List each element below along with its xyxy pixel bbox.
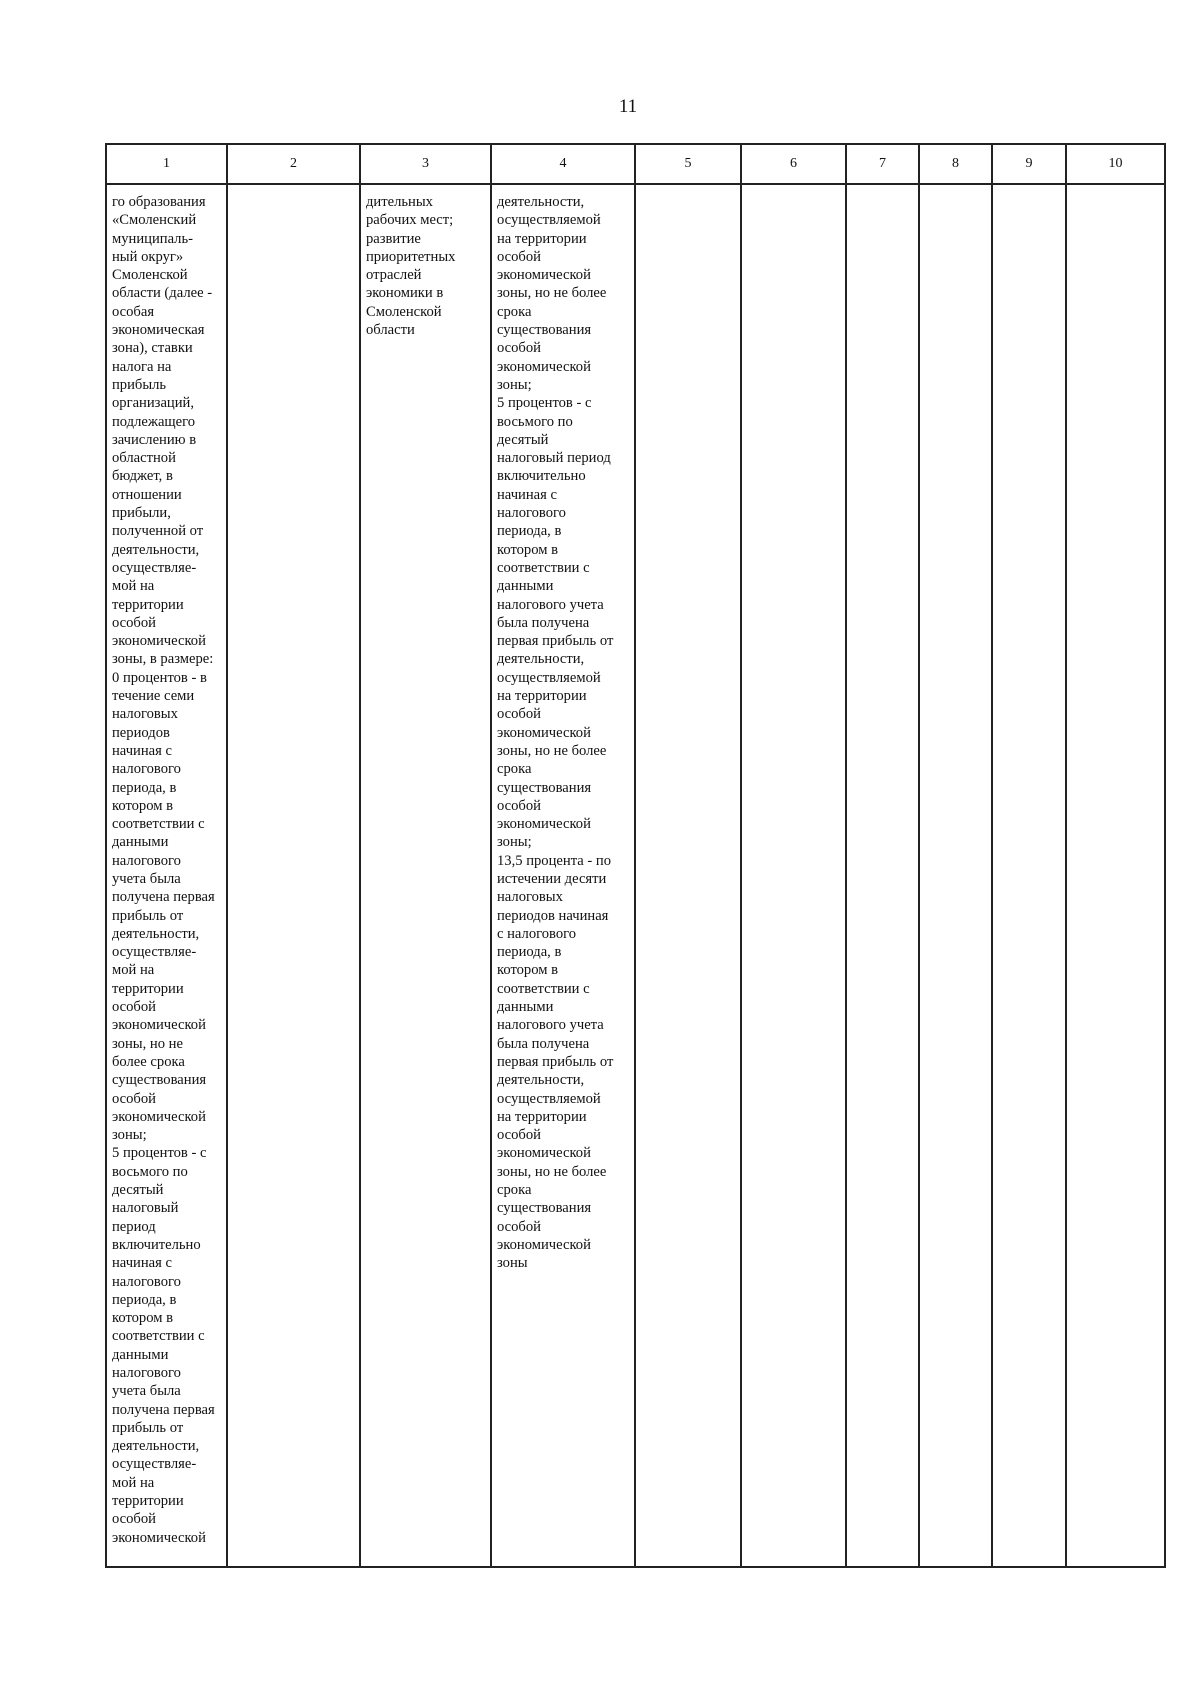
- column-header-4: 4: [491, 144, 635, 184]
- cell-col-3: дительных рабочих мест; развитие приоритетных отраслей экономики в Смоленской области: [360, 184, 491, 1567]
- cell-col-6: [741, 184, 846, 1567]
- cell-col-8: [919, 184, 992, 1567]
- column-header-8: 8: [919, 144, 992, 184]
- column-header-6: 6: [741, 144, 846, 184]
- column-header-1: 1: [106, 144, 227, 184]
- table-row: [106, 184, 1165, 1567]
- cell-col-2: [227, 184, 360, 1567]
- cell-col-4: деятельности, осуществляемой на территории особой экономической зоны, но не более срока существования особой экономической зоны; 5 процентов - с восьмого по десятый налоговый период включительно начиная с налогового периода, в котором в соответствии с данными налогового учета была получена первая прибыль от деятельности, осуществляемой на территории особой экономической зоны, но не более срока существования особой экономической зоны; 13,5 процента - по истечении десяти налоговых периодов начиная с налогового периода, в котором в соответствии с данными налогового учета была получена первая прибыль от деятельности, осуществляемой на территории особой экономической зоны, но не более срока существования особой экономической зоны: [491, 184, 635, 1567]
- column-header-3: 3: [360, 144, 491, 184]
- cell-col-1: го образования «Смоленский муниципаль- ный округ» Смоленской области (далее - особая экономическая зона), ставки налога на прибыль организаций, подлежащего зачислению в областной бюджет, в отношении прибыли, полученной от деятельности, осуществляе- мой на территории особой экономической зоны, в размере: 0 процентов - в течение семи налоговых периодов начиная с налогового периода, в котором в соответствии с данными налогового учета была получена первая прибыль от деятельности, осуществляе- мой на территории особой экономической зоны, но не более срока существования особой экономической зоны; 5 процентов - с восьмого по десятый налоговый период включительно начиная с налогового периода, в котором в соответствии с данными налогового учета была получена первая прибыль от деятельности, осуществляе- мой на территории особой экономической: [106, 184, 227, 1567]
- column-header-7: 7: [846, 144, 919, 184]
- column-header-9: 9: [992, 144, 1066, 184]
- cell-col-10: [1066, 184, 1165, 1567]
- continuation-table: [105, 143, 1166, 1568]
- column-header-5: 5: [635, 144, 741, 184]
- cell-col-7: [846, 184, 919, 1567]
- column-header-10: 10: [1066, 144, 1165, 184]
- page-number: 11: [618, 96, 638, 117]
- column-header-2: 2: [227, 144, 360, 184]
- column-number-row: [106, 144, 1165, 184]
- cell-col-9: [992, 184, 1066, 1567]
- cell-col-5: [635, 184, 741, 1567]
